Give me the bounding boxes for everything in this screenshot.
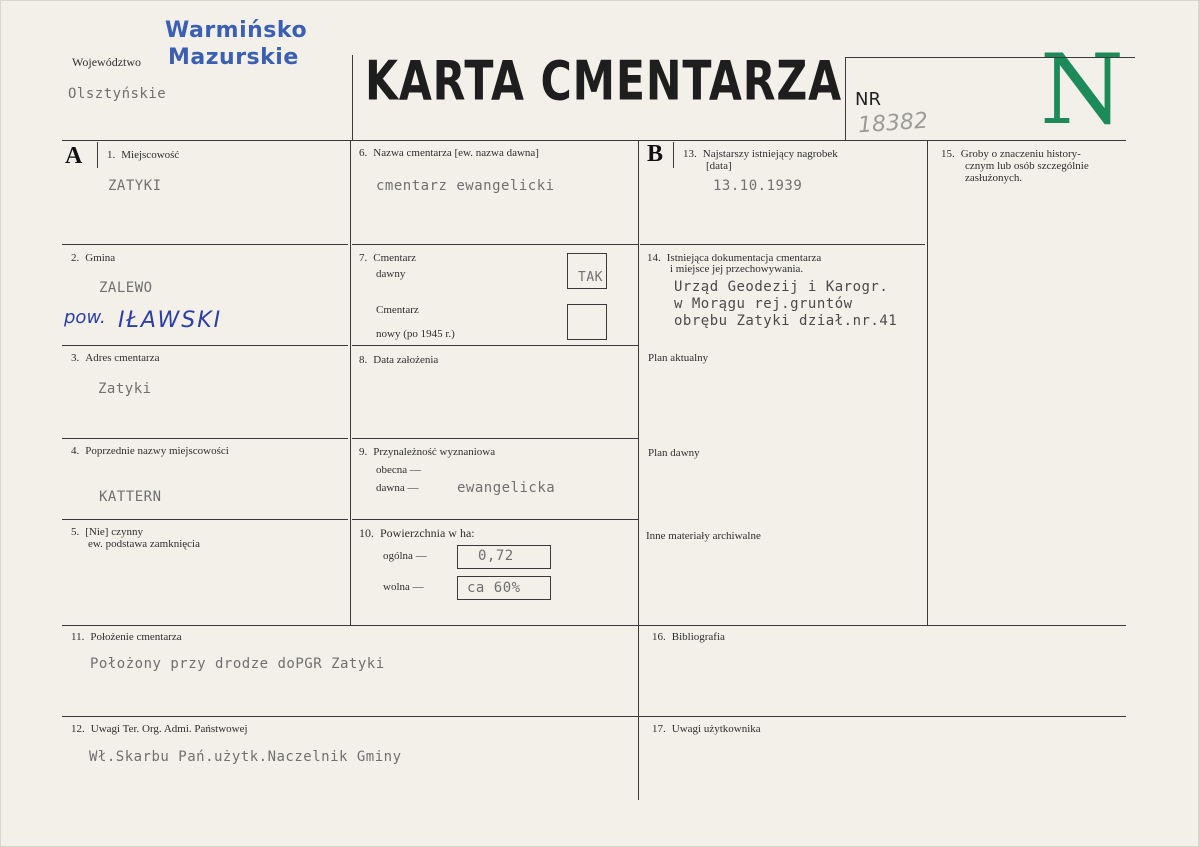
- grid-line: [640, 244, 925, 245]
- field-11-number: 11.: [71, 631, 85, 643]
- region-stamp-line2: Mazurskie: [168, 45, 299, 70]
- field-16-number: 16.: [652, 631, 666, 643]
- field-10-wolna-label: wolna —: [383, 581, 424, 593]
- field-14-value-line1: Urząd Geodezij i Karogr.: [674, 279, 889, 295]
- field-1-value: ZATYKI: [108, 178, 162, 194]
- field-11-label-text: Położenie cmentarza: [90, 631, 182, 643]
- field-7-label-b2: nowy (po 1945 r.): [376, 328, 455, 340]
- card-title: KARTA CMENTARZA: [365, 50, 842, 113]
- letter-b-divider: [673, 142, 674, 168]
- grid-line: [62, 438, 348, 439]
- grid-line: [352, 519, 638, 520]
- field-4-label: [71, 445, 229, 458]
- field-13-label-line1: Najstarszy istniejący nagrobek: [702, 148, 838, 160]
- field-10-label: [359, 527, 475, 540]
- field-5-number: 5.: [71, 526, 80, 538]
- grid-line-top: [62, 140, 1126, 141]
- wojewodztwo-label: Województwo: [72, 55, 142, 69]
- field-9-label: [359, 446, 495, 459]
- wojewodztwo-value: Olsztyńskie: [68, 86, 167, 102]
- field-2-handwritten-prefix: pow.: [64, 307, 106, 328]
- plan-aktualny-label: Plan aktualny: [648, 352, 709, 364]
- field-4-label-text: Poprzednie nazwy miejscowości: [85, 445, 229, 457]
- field-12-value: Wł.Skarbu Pań.użytk.Naczelnik Gminy: [89, 749, 402, 765]
- field-10-wolna-value: ca 60%: [467, 580, 521, 596]
- field-1-label: [107, 149, 179, 162]
- grid-line: [352, 345, 638, 346]
- field-9-obecna-label: obecna —: [376, 464, 421, 476]
- field-5-label-line1: [Nie] czynny: [85, 526, 143, 538]
- field-8-label: [359, 354, 438, 367]
- field-15-label-line3: zasłużonych.: [965, 172, 1023, 184]
- field-4-number: 4.: [71, 445, 80, 457]
- header-divider: [352, 55, 353, 140]
- field-2-value: ZALEWO: [99, 280, 153, 296]
- field-15-label-line1: Groby o znaczeniu history-: [960, 148, 1081, 160]
- field-4-value: KATTERN: [99, 489, 162, 505]
- grid-line: [62, 519, 348, 520]
- grid-col-line: [350, 140, 351, 625]
- grid-line: [352, 438, 638, 439]
- field-14-label-line1: Istniejąca dokumentacja cmentarza: [666, 252, 822, 264]
- section-a-letter: A: [65, 143, 83, 169]
- field-6-number: 6.: [359, 147, 368, 159]
- field-12-number: 12.: [71, 723, 85, 735]
- field-13-value: 13.10.1939: [713, 178, 803, 194]
- field-7-label-a1: Cmentarz: [373, 252, 417, 264]
- field-17-number: 17.: [652, 723, 666, 735]
- grid-line: [352, 244, 638, 245]
- inne-materialy-label: Inne materiały archiwalne: [646, 530, 761, 542]
- field-9-label-text: Przynależność wyznaniowa: [373, 446, 496, 458]
- field-5-label-line2: ew. podstawa zamknięcia: [88, 538, 200, 550]
- field-6-label-text: Nazwa cmentarza [ew. nazwa dawna]: [373, 147, 539, 159]
- field-14-number: 14.: [647, 252, 661, 264]
- field-2-number: 2.: [71, 252, 80, 264]
- field-11-value: Położony przy drodze doPGR Zatyki: [90, 656, 385, 672]
- plan-dawny-label: Plan dawny: [648, 447, 700, 459]
- field-3-label: [71, 352, 159, 365]
- grid-col-line: [927, 140, 928, 625]
- field-3-label-text: Adres cmentarza: [85, 352, 160, 364]
- nr-label: NR: [855, 89, 881, 110]
- field-17-label-text: Uwagi użytkownika: [671, 723, 761, 735]
- field-7-label-b1: Cmentarz: [376, 304, 419, 316]
- nr-top-line: [845, 57, 1135, 58]
- grid-col-line: [638, 140, 639, 800]
- grid-line: [62, 345, 348, 346]
- grid-line: [62, 625, 1126, 626]
- field-9-dawna-label: dawna —: [376, 482, 419, 494]
- nr-left-line: [845, 57, 846, 140]
- region-stamp-line1: Warmińsko: [165, 18, 308, 43]
- field-9-number: 9.: [359, 446, 368, 458]
- field-7-label: [359, 252, 416, 265]
- field-17-label: [652, 723, 761, 736]
- field-9-value: ewangelicka: [457, 480, 556, 496]
- field-10-number: 10.: [359, 526, 374, 540]
- field-13-number: 13.: [683, 148, 697, 160]
- field-1-label-text: Miejscowość: [121, 149, 180, 161]
- field-16-label-text: Bibliografia: [671, 631, 725, 643]
- field-7-nowy-box: [567, 304, 607, 340]
- field-6-label: [359, 147, 539, 160]
- field-1-number: 1.: [107, 149, 116, 161]
- field-6-value: cmentarz ewangelicki: [376, 178, 555, 194]
- field-11-label: [71, 631, 182, 644]
- field-10-ogolna-value: 0,72: [478, 548, 514, 564]
- field-3-number: 3.: [71, 352, 80, 364]
- field-12-label-text: Uwagi Ter. Org. Admi. Państwowej: [90, 723, 248, 735]
- field-7-number: 7.: [359, 252, 368, 264]
- field-10-ogolna-label: ogólna —: [383, 550, 427, 562]
- field-2-label-text: Gmina: [85, 252, 116, 264]
- field-2-label: [71, 252, 115, 265]
- field-14-value-line3: obrębu Zatyki dział.nr.41: [674, 313, 898, 329]
- field-3-value: Zatyki: [98, 381, 152, 397]
- letter-a-divider: [97, 142, 98, 168]
- field-16-label: [652, 631, 725, 644]
- field-7-dawny-value: TAK: [578, 270, 603, 285]
- field-15-label-line2: cznym lub osób szczególnie: [965, 160, 1089, 172]
- field-8-label-text: Data założenia: [373, 354, 439, 366]
- grid-line: [62, 716, 1126, 717]
- nr-handwritten-number: 18382: [857, 108, 929, 139]
- grid-line: [62, 244, 348, 245]
- section-b-letter: B: [647, 141, 664, 167]
- field-2-handwritten-value: IŁAWSKI: [118, 308, 223, 333]
- field-15-number: 15.: [941, 148, 955, 160]
- field-13-label-line2: [data]: [706, 160, 732, 172]
- field-14-value-line2: w Morągu rej.gruntów: [674, 296, 853, 312]
- field-10-label-text: Powierzchnia w ha:: [380, 526, 475, 540]
- field-14-label-line2: i miejsce jej przechowywania.: [670, 263, 804, 275]
- field-8-number: 8.: [359, 354, 368, 366]
- field-7-label-a2: dawny: [376, 268, 406, 280]
- field-12-label: [71, 723, 248, 736]
- nr-mark-letter: N: [1040, 34, 1124, 146]
